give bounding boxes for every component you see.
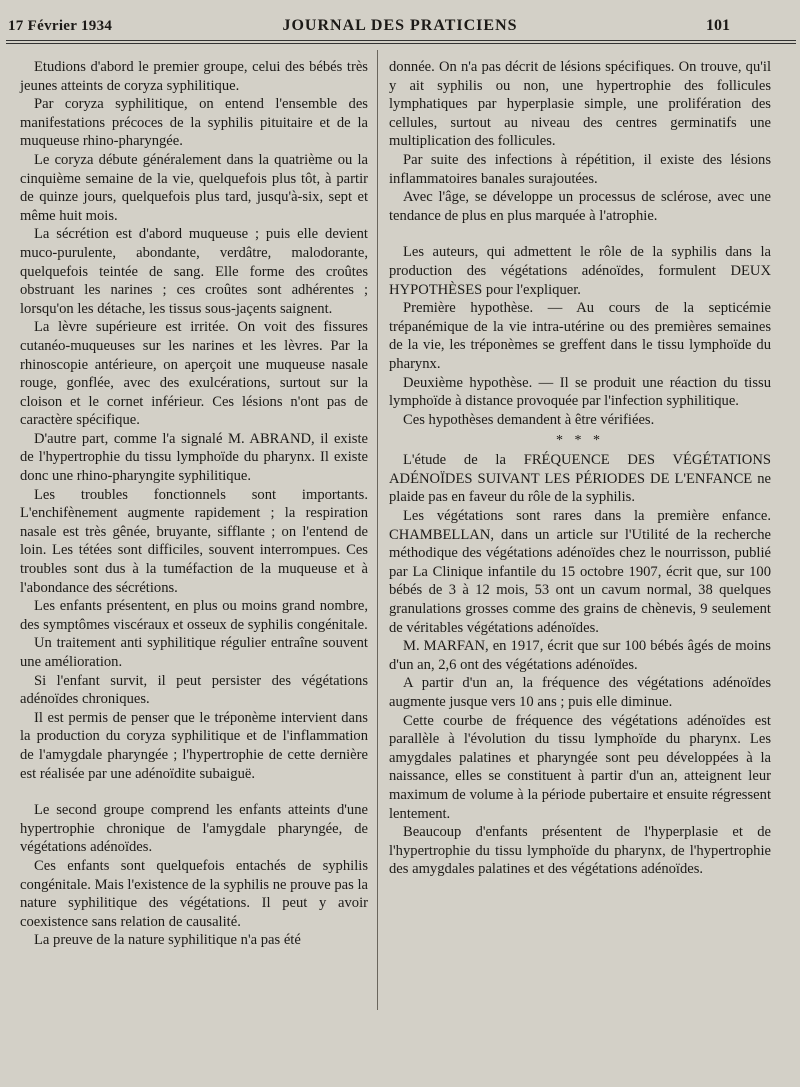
paragraph: Etudions d'abord le premier groupe, celui des bébés très jeunes atteints de coryza syphilitique. bbox=[20, 59, 368, 94]
paragraph: L'étude de la FRÉQUENCE DES VÉGÉTATIONS ADÉNOÏDES SUIVANT LES PÉRIODES DE L'ENFANCE ne plaide pas en faveur du rôle de la syphilis. bbox=[389, 452, 771, 506]
paragraph: Le coryza débute généralement dans la quatrième ou la cinquième semaine de la vie, quelquefois plus tôt, à partir de quinze jours, quelquefois plus tard, jusqu'à-six, sept et même huit mois. bbox=[20, 151, 368, 224]
page-header bbox=[0, 14, 800, 38]
paragraph: Ces enfants sont quelquefois entachés de syphilis congénitale. Mais l'existence de la syphilis ne prouve pas la nature syphilitique des végétations. Il peut y avoir coexistence sans relation de causalité. bbox=[20, 857, 368, 930]
paragraph: Par suite des infections à répétition, il existe des lésions inflammatoires banales surajoutées. bbox=[389, 151, 771, 187]
left-column bbox=[20, 58, 368, 950]
header-rule-double bbox=[6, 43, 796, 44]
paragraph: Cette courbe de fréquence des végétations adénoïdes est parallèle à l'évolution du tissu lymphoïde du pharynx. Les amygdales palatines et pharyngée sont peu développées à la naissance, elles se constituent à partir d'un an, atteignent leur maximum de volume à la période pubertaire et ensuite régressent lentement. bbox=[389, 712, 771, 822]
paragraph: La sécrétion est d'abord muqueuse ; puis elle devient muco-purulente, abondante, verdâtre, malodorante, quelquefois teintée de sang. Elle forme des croûtes obstruant les narines ; ces croûtes sont adhérentes ; lorsqu'on les détache, les tissus sous-jaçents saignent. bbox=[20, 226, 368, 317]
paragraph: Les enfants présentent, en plus ou moins grand nombre, des symptômes viscéraux et osseux de syphilis congénitale. bbox=[20, 598, 368, 633]
section-gap bbox=[20, 783, 368, 801]
paragraph: Première hypothèse. — Au cours de la septicémie trépanémique de la vie intra-utérine ou des premières semaines de la vie, les tréponèmes se greffent dans le tissu lymphoïde du pharynx. bbox=[389, 300, 771, 372]
paragraph: Il est permis de penser que le tréponème intervient dans la production du coryza syphilitique et de l'inflammation de l'amygdale pharyngée ; l'hypertrophie de cette dernière est réalisée par une adénoïdite subaiguë. bbox=[20, 709, 368, 782]
page-number: 101 bbox=[706, 17, 730, 34]
paragraph: La lèvre supérieure est irritée. On voit des fissures cutanéo-muqueuses sur les narines et les lèvres. Par la rhinoscopie antérieure, on aperçoit une muqueuse nasale rouge, gonflée, avec des exulcérations, surtout sur la cloison et le cornet inférieur. Ces lésions n'ont pas de caractère spécifique. bbox=[20, 319, 368, 429]
paragraph: Les végétations sont rares dans la première enfance. CHAMBELLAN, dans un article sur l'Utilité de la recherche méthodique des végétations adénoïdes chez le nourrisson, publié par La Clinique infantile du 15 octobre 1907, écrit que, sur 100 bébés de 3 à 12 mois, 53 ont un cavum normal, 38 quelques granulations grosses comme des grains de chènevis, 9 seulement de véritables végétations adénoïdes. bbox=[389, 508, 771, 636]
paragraph: donnée. On n'a pas décrit de lésions spécifiques. On trouve, qu'il y ait syphilis ou non, une hypertrophie des follicules lymphatiques par hyperplasie simple, une prolifération des cellules, surtout au niveau des centres germinatifs une multiplication des follicules. bbox=[389, 59, 771, 150]
paragraph: Les troubles fonctionnels sont importants. L'enchifènement augmente rapidement ; la respiration nasale est très gênée, bruyante, sifflante ; on l'entend de loin. Les tétées sont difficiles, souvent interrompues. Ces troubles sont dus à la tuméfaction de la muqueuse et à l'abondance des sécrétions. bbox=[20, 486, 368, 596]
paragraph: Avec l'âge, se développe un processus de sclérose, avec une tendance de plus en plus marquée à l'atrophie. bbox=[389, 189, 771, 224]
paragraph: Deuxième hypothèse. — Il se produit une réaction du tissu lymphoïde à distance provoquée par l'infection syphilitique. bbox=[389, 374, 771, 410]
paragraph: Le second groupe comprend les enfants atteints d'une hypertrophie chronique de l'amygdale pharyngée, de végétations adénoïdes. bbox=[20, 802, 368, 856]
paragraph: La preuve de la nature syphilitique n'a pas été bbox=[34, 932, 301, 949]
paragraph: M. MARFAN, en 1917, écrit que sur 100 bébés âgés de moins d'un an, 2,6 ont des végétations adénoïdes. bbox=[389, 638, 771, 673]
paragraph: D'autre part, comme l'a signalé M. ABRAND, il existe de l'hypertrophie du tissu lymphoïde du pharynx. Il existe donc une rhino-pharyngite syphilitique. bbox=[20, 430, 368, 485]
paragraph: Beaucoup d'enfants présentent de l'hyperplasie et de l'hypertrophie du tissu lymphoïde du pharynx, de l'hypertrophie des amygdales palatines et des végétations adénoïdes. bbox=[389, 824, 771, 878]
paragraph: Par coryza syphilitique, on entend l'ensemble des manifestations précoces de la syphilis pituitaire et de la muqueuse rhino-pharyngée. bbox=[20, 96, 368, 150]
issue-date: 17 Février 1934 bbox=[8, 18, 113, 34]
journal-title: JOURNAL DES PRATICIENS bbox=[282, 17, 518, 34]
paragraph: Si l'enfant survit, il peut persister des végétations adénoïdes chroniques. bbox=[20, 672, 368, 708]
right-column bbox=[389, 58, 771, 879]
paragraph: Un traitement anti syphilitique régulier entraîne souvent une amélioration. bbox=[20, 635, 368, 670]
paragraph: Les auteurs, qui admettent le rôle de la syphilis dans la production des végétations adénoïdes, formulent DEUX HYPOTHÈSES pour l'expliquer. bbox=[389, 244, 771, 298]
header-rule bbox=[6, 40, 796, 41]
section-gap bbox=[389, 225, 771, 243]
paragraph: Ces hypothèses demandent à être vérifiées. bbox=[403, 411, 655, 428]
section-separator-stars: * * * bbox=[556, 433, 604, 449]
paragraph: A partir d'un an, la fréquence des végétations adénoïdes augmente jusque vers 10 ans ; puis elle diminue. bbox=[389, 675, 771, 710]
column-divider bbox=[377, 50, 378, 1010]
